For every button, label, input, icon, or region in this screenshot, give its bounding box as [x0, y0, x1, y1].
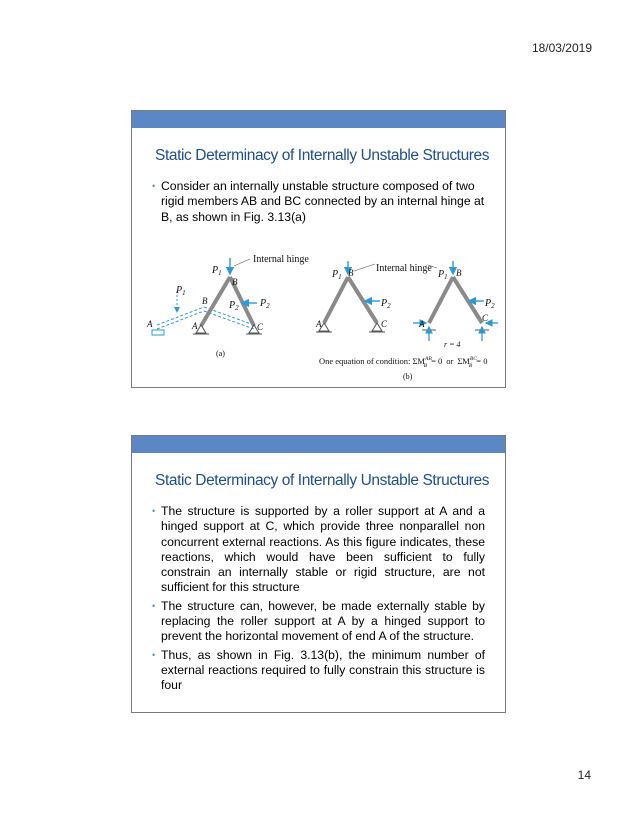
label-b: B	[456, 268, 462, 278]
caption-b: (b)	[403, 372, 413, 381]
member-bc	[348, 277, 377, 323]
label-c: C	[257, 322, 264, 332]
label-p2-displaced: $P_2$	[260, 298, 270, 310]
support-a	[196, 325, 206, 333]
label-p2: $P_2$	[381, 298, 391, 310]
bullet-icon: •	[152, 506, 156, 516]
bullet-item	[152, 504, 485, 596]
page-number: 14	[577, 768, 591, 782]
label-a: A	[192, 321, 198, 331]
displaced-roller	[152, 330, 164, 335]
label-p1: $P_1$	[212, 265, 222, 277]
page-date: 18/03/2019	[531, 41, 592, 55]
hinge-leader	[354, 264, 375, 271]
member-ab	[429, 277, 453, 323]
label-p1: $P_1$	[438, 269, 448, 281]
structure-figure	[132, 111, 507, 389]
figure-a	[146, 254, 309, 358]
figure-b-right	[413, 261, 498, 349]
slide-title: Static Determinacy of Internally Unstable Structures	[155, 472, 490, 489]
label-c: C	[482, 313, 489, 323]
label-c: C	[381, 319, 388, 329]
slide-1	[131, 110, 506, 388]
label-p2: $P_2$	[485, 298, 495, 310]
label-internal-hinge: Internal hinge	[376, 263, 432, 274]
bullet-icon: •	[152, 181, 156, 191]
hinge-leader	[234, 259, 250, 266]
label-r4: r = 4	[444, 340, 461, 349]
label-p2: $P_2$	[229, 300, 239, 312]
label-b: B	[348, 268, 354, 278]
slide-2	[131, 435, 506, 713]
label-b-displaced: B	[202, 296, 208, 306]
label-a-displaced: A	[147, 319, 153, 329]
bullet-item	[152, 599, 485, 645]
bullet-text: Consider an internally unstable structure composed of two rigid members AB and BC connected by an internal hinge at B, as shown in Fig. 3.13(a)	[161, 179, 485, 224]
label-a: A	[419, 319, 425, 329]
bullet-icon: •	[152, 649, 156, 660]
label-p1-displaced: $P_1$	[176, 285, 186, 297]
member-bc	[453, 277, 482, 323]
label-internal-hinge: Internal hinge	[253, 254, 309, 265]
bullet-text: The structure is supported by a roller support at A and a hinged support at C, which provide three nonparallel non concurrent external reactions. As this figure indicates, these reactions, which would have been sufficient to fully constrain an internally stable or rigid structure, are not sufficient for this structure	[161, 504, 485, 595]
figure-b-left	[315, 261, 432, 332]
condition-equation: One equation of condition: $\Sigma M^{AB}$ B = 0 or $\Sigma M^{BC}$ B = 0	[319, 356, 488, 369]
label-a: A	[316, 319, 322, 329]
slide-header-band	[132, 436, 505, 453]
slide-title: Static Determinacy of Internally Unstable Structures	[155, 147, 490, 164]
bullet-text: Thus, as shown in Fig. 3.13(b), the minimum number of external reactions required to fully constrain this structure is four	[161, 647, 485, 693]
label-b: B	[232, 277, 238, 287]
bullet-icon: •	[152, 600, 156, 611]
member-ab	[324, 277, 348, 323]
label-p1: $P_1$	[332, 269, 342, 281]
bullet-list	[152, 504, 485, 697]
bullet-item	[152, 648, 485, 694]
bullet-text: The structure can, however, be made externally stable by replacing the roller support at A by a hinged support to prevent the horizontal movement of end A of the structure.	[161, 598, 485, 644]
caption-a: (a)	[216, 349, 225, 358]
